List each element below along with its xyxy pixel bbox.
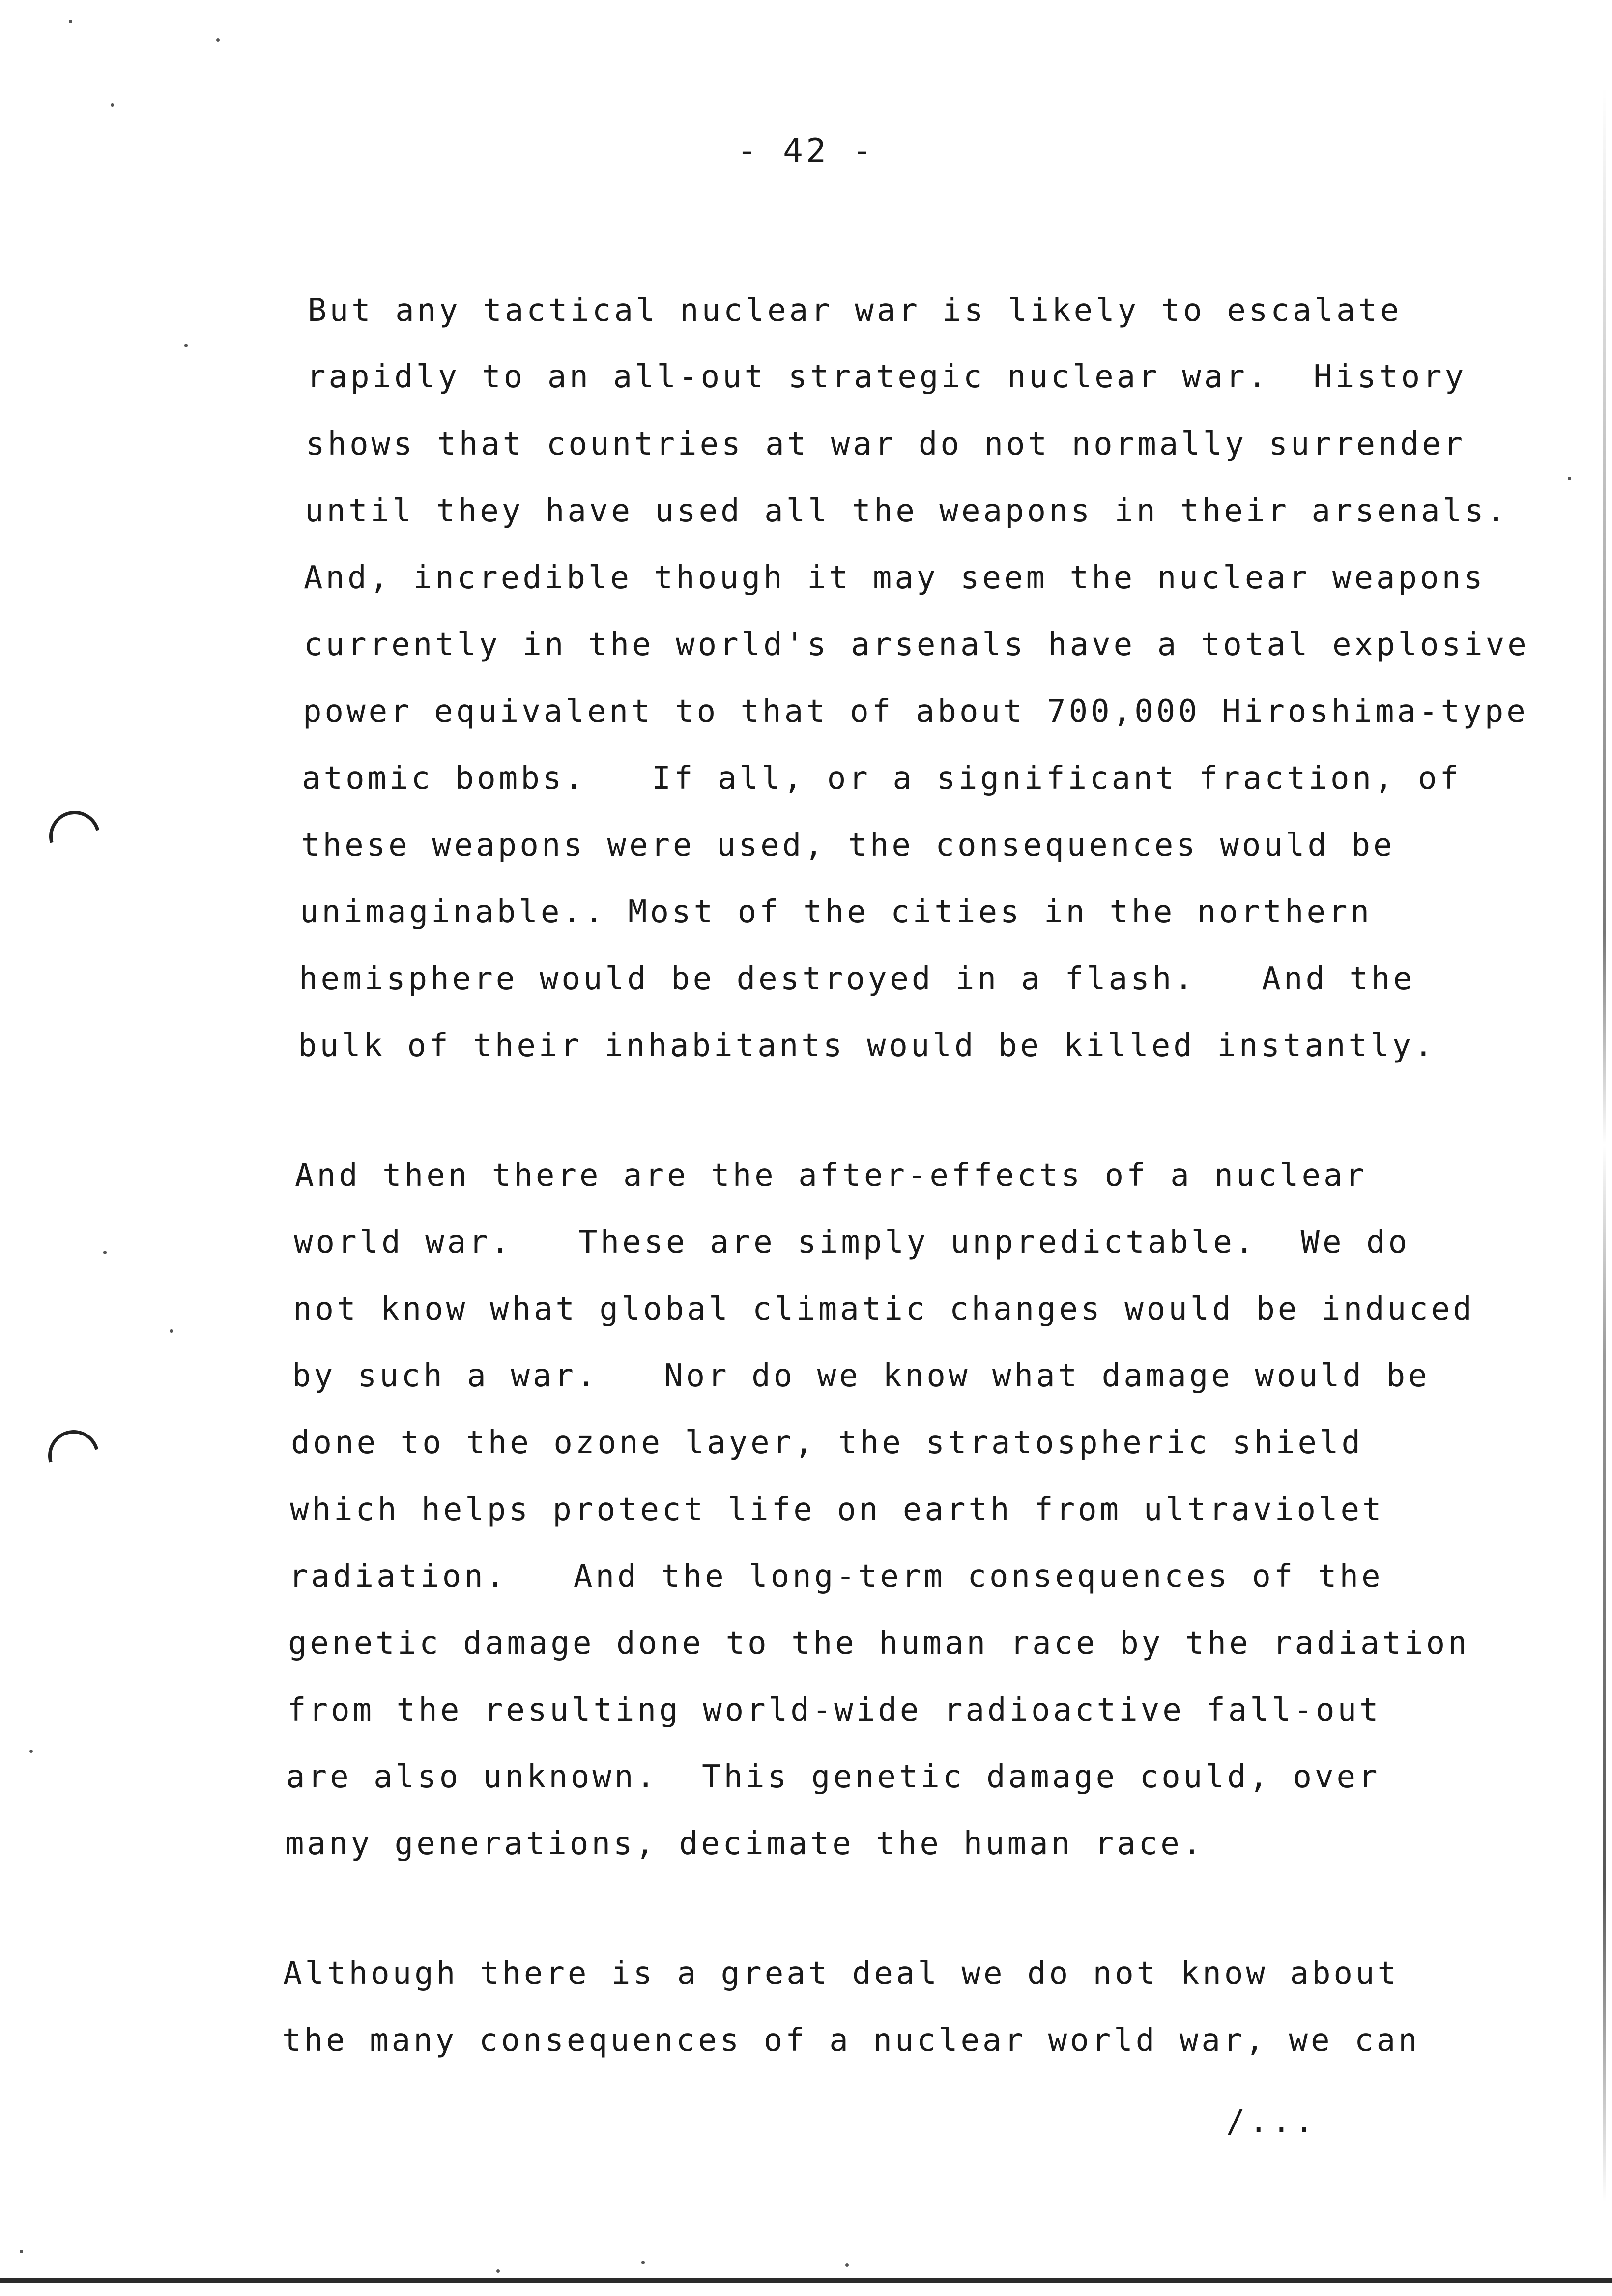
scan-speck <box>641 2261 645 2264</box>
scan-speck <box>29 1750 33 1753</box>
text-line: power equivalent to that of about 700,000 Hiroshima-type <box>303 693 1528 730</box>
scan-speck <box>1568 477 1571 480</box>
text-line: And then there are the after-effects of a nuclear <box>295 1157 1368 1194</box>
text-line: And, incredible though it may seem the nuclear weapons <box>304 560 1486 596</box>
scan-speck <box>111 103 114 107</box>
scan-speck <box>184 344 188 347</box>
scan-speck <box>496 2269 500 2273</box>
text-line: hemisphere would be destroyed in a flash. And the <box>299 961 1415 997</box>
scan-speck <box>216 38 220 42</box>
text-line: which helps protect life on earth from ultraviolet <box>290 1492 1384 1528</box>
scan-speck <box>170 1329 173 1333</box>
text-line: rapidly to an all-out strategic nuclear war. History <box>307 359 1467 395</box>
scan-edge <box>1603 88 1606 2202</box>
scan-speck <box>845 2263 849 2267</box>
text-line: atomic bombs. If all, or a significant fraction, of <box>302 760 1462 797</box>
text-line: the many consequences of a nuclear world war, we can <box>282 2022 1420 2059</box>
text-line: shows that countries at war do not normally surrender <box>306 426 1466 462</box>
text-line: radiation. And the long-term consequences of the <box>289 1558 1383 1595</box>
scan-speck <box>103 1251 107 1254</box>
continuation-mark: /... <box>1226 2103 1318 2140</box>
text-line: until they have used all the weapons in their arsenals. <box>305 493 1509 529</box>
text-line: currently in the world's arsenals have a total explosive <box>304 627 1529 663</box>
text-line: many generations, decimate the human race. <box>285 1826 1205 1862</box>
text-line: world war. These are simply unpredictable. We do <box>294 1224 1410 1261</box>
text-line: Although there is a great deal we do not know about <box>283 1955 1400 1992</box>
text-line: these weapons were used, the consequences would be <box>301 827 1395 863</box>
punch-hole-mark <box>40 802 110 871</box>
scan-bottom-rule <box>0 2278 1612 2283</box>
scan-speck <box>20 2250 23 2253</box>
punch-hole-mark <box>39 1421 109 1491</box>
text-line: bulk of their inhabitants would be killed instantly. <box>298 1028 1436 1064</box>
text-line: unimaginable.. Most of the cities in the northern <box>300 894 1373 930</box>
page-number: - 42 - <box>737 132 875 171</box>
text-line: are also unknown. This genetic damage could, over <box>286 1759 1381 1795</box>
text-line: from the resulting world-wide radioactive fall-out <box>287 1692 1382 1728</box>
text-line: not know what global climatic changes would be induced <box>293 1291 1475 1327</box>
scan-speck <box>69 20 72 23</box>
text-line: by such a war. Nor do we know what damage would be <box>292 1358 1430 1394</box>
text-line: genetic damage done to the human race by the radiation <box>288 1625 1470 1662</box>
text-line: But any tactical nuclear war is likely to escalate <box>308 292 1402 329</box>
text-line: done to the ozone layer, the stratospheric shield <box>291 1425 1364 1461</box>
